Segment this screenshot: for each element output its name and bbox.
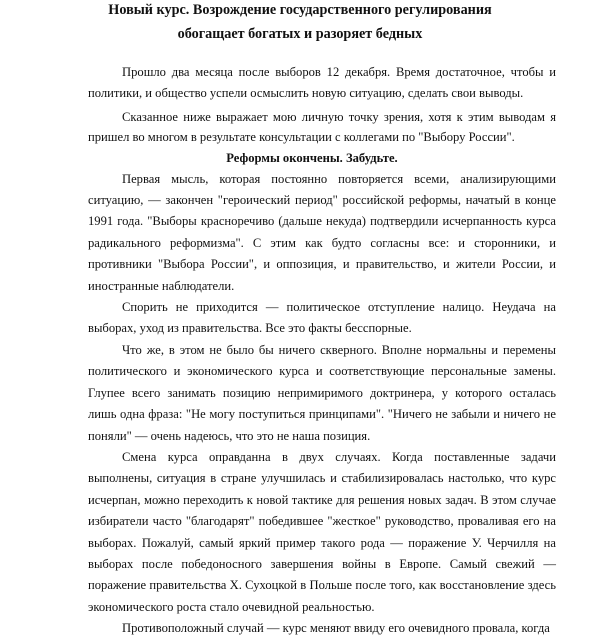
body-paragraph: Спорить не приходится — политическое отступление налицо. Неудача на выборах, уход из правительства. Все это факты бесспорные. xyxy=(88,300,556,336)
document-title-line-1: Новый курс. Возрождение государственного регулирования xyxy=(108,2,492,18)
intro-note-paragraph: Сказанное ниже выражает мою личную точку зрения, хотя к этим выводам я пришел во многом в результате консультации с коллегами по "Выбору России". xyxy=(88,109,556,145)
section-heading: Реформы окончены. Забудьте. xyxy=(226,150,398,165)
body-paragraph: Что же, в этом не было бы ничего скверного. Вполне нормальны и перемены политического и экономического курса и соответствующие персональные замены. Глупее всего занимать позицию непримиримого доктринера, у которого осталась лишь одна фраза: "Не могу поступиться принципами". "Ничего не забыли и ничего не поняли" — очень надеюсь, что это не наша позиция. xyxy=(88,342,556,443)
intro-paragraph: Прошло два месяца после выборов 12 декабря. Время достаточное, чтобы и политики, и общество успели осмыслить новую ситуацию, сделать свои выводы. xyxy=(88,65,556,101)
document-body xyxy=(88,62,556,640)
document-title-line-2: обогащает богатых и разоряет бедных xyxy=(177,26,423,42)
body-paragraph: Смена курса оправданна в двух случаях. Когда поставленные задачи выполнены, ситуация в стране улучшилась и стабилизировалась настолько, что курс исчерпан, можно переходить к новой тактике для решения новых задач. В этом случае избиратели часто "благодарят" победившее "жесткое" руководство, проваливая его на выборах. Пожалуй, самый яркий пример такого рода — поражение У. Черчилля на выборах после победоносного завершения войны в Европе. Самый свежий — поражение правительства Х. Сухоцкой в Польше после того, как восстановление здесь экономического роста стало очевидной реальностью. xyxy=(88,449,556,614)
body-paragraph: Первая мысль, которая постоянно повторяется всеми, анализирующими ситуацию, — закончен "героический период" российской реформы, начатый в конце 1991 года. "Выборы красноречиво (дальше некуда) подтвердили исчерпанность курса радикального реформизма". С этим как будто согласны все: и сторонники, и противники "Выбора России", и оппозиция, и правительство, и жители России, и иностранные наблюдатели. xyxy=(88,171,556,293)
body-paragraph: Противоположный случай — курс меняют ввиду его очевидного провала, когда xyxy=(122,621,550,636)
